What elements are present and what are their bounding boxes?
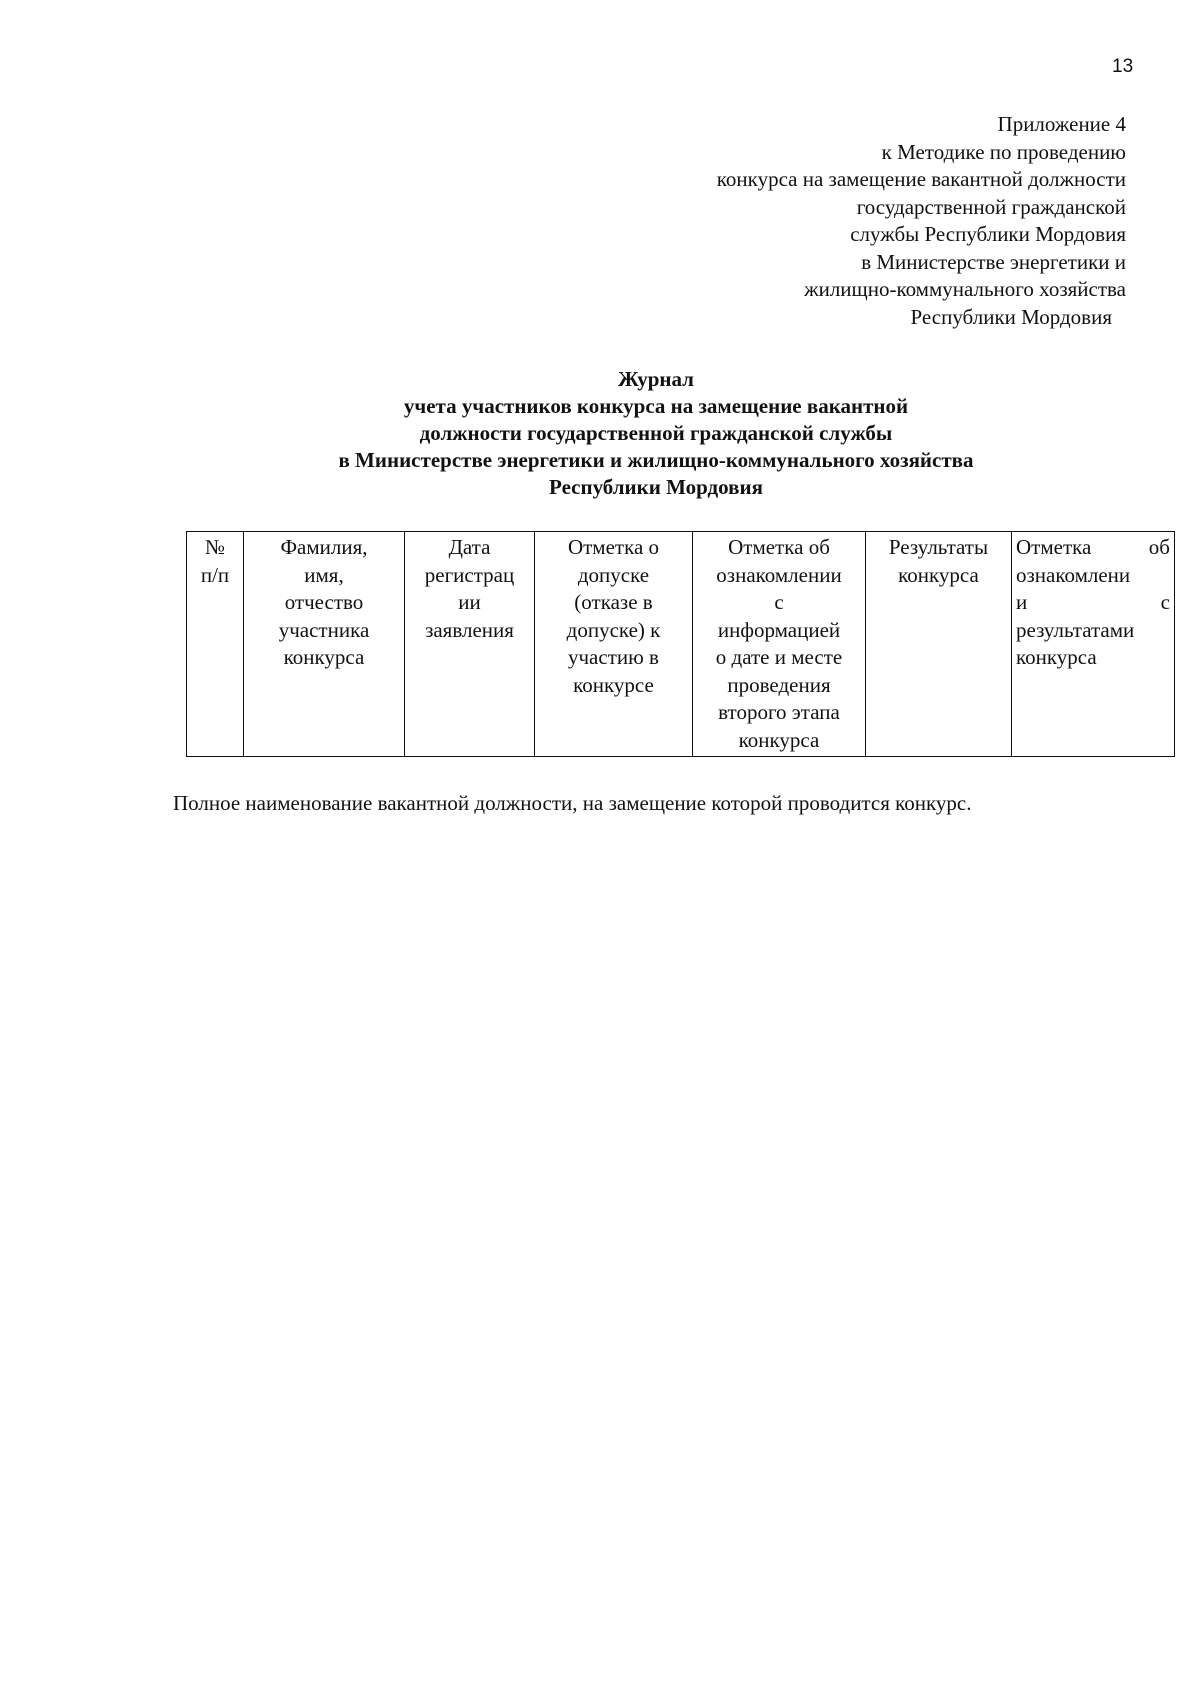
- header-line: о дате и месте: [715, 645, 843, 669]
- appendix-line: Республики Мордовия: [910, 304, 1112, 329]
- header-line: второго этапа: [718, 700, 840, 724]
- header-line: ии: [458, 590, 481, 614]
- header-line: конкурса: [738, 727, 820, 752]
- header-line: Дата: [448, 535, 491, 559]
- journal-subtitle-line: учета участников конкурса на замещение вакантной: [403, 394, 909, 418]
- header-line: участника: [278, 617, 370, 642]
- appendix-line: государственной гражданской: [856, 194, 1126, 219]
- journal-subtitle-line: в Министерстве энергетики и жилищно-коммунального хозяйства: [338, 448, 974, 472]
- header-line: ознакомлении: [716, 562, 842, 587]
- header-line: конкурсе: [573, 672, 654, 697]
- header-line: Результаты: [888, 535, 989, 559]
- header-line: конкурса: [1016, 645, 1097, 669]
- header-line: конкурса: [283, 645, 365, 669]
- header-line: Отметка об: [1016, 535, 1170, 559]
- header-line: регистрац: [424, 562, 515, 587]
- appendix-line: жилищно-коммунального хозяйства: [804, 277, 1126, 301]
- column-header-participant-name: [244, 532, 405, 757]
- header-line: Отметка о: [567, 535, 660, 559]
- appendix-line: службы Республики Мордовия: [850, 222, 1126, 246]
- header-line: результатами: [1016, 617, 1135, 642]
- column-header-results-acknowledgement: [1012, 532, 1175, 757]
- column-header-number: [187, 532, 244, 757]
- header-line: информацией: [717, 617, 841, 642]
- header-line: с: [774, 590, 784, 614]
- journal-subtitle-line: должности государственной гражданской службы: [419, 421, 893, 445]
- header-line: заявления: [425, 617, 514, 642]
- header-line: №: [204, 535, 226, 559]
- journal-heading: Журнал: [618, 367, 694, 391]
- header-line: имя,: [304, 562, 344, 587]
- header-line: (отказе в: [574, 590, 653, 614]
- header-line: отчество: [284, 590, 364, 614]
- header-line: участию в: [568, 645, 659, 669]
- header-line: ознакомлени: [1016, 562, 1131, 587]
- footnote: Полное наименование вакантной должности, на замещение которой проводится конкурс.: [173, 791, 972, 815]
- header-line: допуске) к: [566, 617, 661, 642]
- appendix-line: к Методике по проведению: [881, 139, 1126, 164]
- header-line: проведения: [727, 672, 831, 697]
- appendix-line: конкурса на замещение вакантной должности: [716, 167, 1126, 191]
- journal-title-block: [150, 366, 1162, 501]
- journal-subtitle-line: Республики Мордовия: [549, 475, 763, 499]
- table-header-row: [187, 532, 1175, 757]
- appendix-line: в Министерстве энергетики и: [861, 249, 1126, 274]
- journal-table: [186, 531, 1175, 757]
- header-line: и с: [1016, 590, 1170, 614]
- header-line: Фамилия,: [280, 535, 368, 559]
- header-line: Отметка об: [728, 535, 830, 559]
- appendix-line: Приложение 4: [997, 112, 1126, 136]
- header-line: п/п: [200, 562, 230, 587]
- column-header-admission-mark: [535, 532, 693, 757]
- appendix-header: [560, 111, 1126, 331]
- column-header-registration-date: [405, 532, 535, 757]
- page-number: 13: [1112, 56, 1134, 77]
- column-header-second-stage-info: [693, 532, 866, 757]
- column-header-competition-results: [866, 532, 1012, 757]
- header-line: допуске: [577, 562, 650, 587]
- header-line: конкурса: [898, 562, 979, 587]
